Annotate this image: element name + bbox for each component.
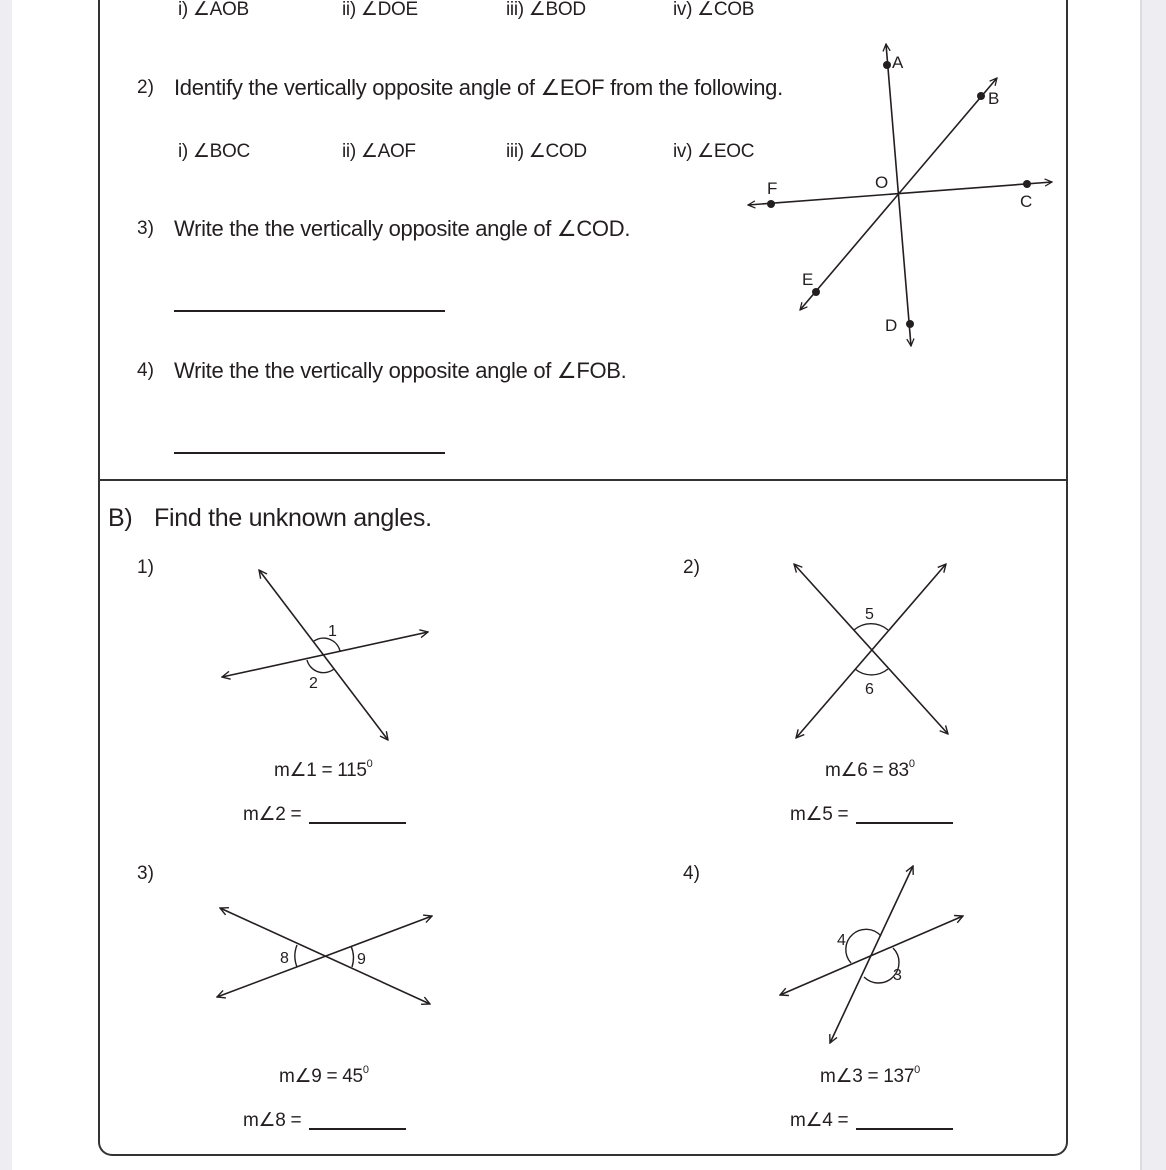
angle-label-8: 8 [280, 950, 289, 967]
point-label-a: A [892, 53, 904, 72]
q2-option-3[interactable]: iii) ∠COD [506, 141, 587, 162]
problem-4-given: m∠3 = $137^0$ [820, 1063, 920, 1087]
problem-3-diagram [217, 908, 432, 1004]
q4-text: Write the the vertically opposite angle of ∠FOB. [174, 358, 627, 383]
angle-label-9: 9 [357, 951, 366, 968]
q3-number: 3) [137, 218, 154, 239]
point-label-b: B [988, 89, 1000, 108]
problem-2-diagram [794, 564, 948, 738]
problem-4-diagram [780, 866, 963, 1043]
problem-3-given: m∠9 = $45^0$ [279, 1063, 369, 1087]
point-label-o: O [875, 173, 889, 192]
q3-text: Write the the vertically opposite angle of ∠COD. [174, 216, 631, 241]
problem-4-find-label: m∠4 = [790, 1110, 849, 1131]
problem-3-find-label: m∠8 = [243, 1110, 302, 1131]
q1-option-2: ii) ∠DOE [342, 0, 418, 20]
angle-label-6: 6 [865, 681, 874, 698]
angle-label-4: 4 [837, 932, 846, 949]
q2-text: Identify the vertically opposite angle of ∠EOF from the following. [174, 75, 783, 100]
problem-4-answer-blank[interactable] [856, 1128, 953, 1130]
q2-option-2[interactable]: ii) ∠AOF [342, 141, 416, 162]
problem-1-answer-blank[interactable] [309, 822, 406, 824]
problem-1-given: m∠1 = $115^0$ [274, 757, 373, 781]
q1-option-4: iv) ∠COB [673, 0, 755, 20]
q1-option-3: iii) ∠BOD [506, 0, 586, 20]
point-label-e: E [802, 270, 814, 289]
problem-4-number: 4) [683, 863, 700, 884]
section-b-title: Find the unknown angles. [154, 504, 432, 532]
q4-number: 4) [137, 360, 154, 381]
point-label-c: C [1020, 192, 1033, 211]
section-b-label: B) [108, 504, 133, 532]
point-label-d: D [885, 316, 898, 335]
problem-3-number: 3) [137, 863, 154, 884]
q2-number: 2) [137, 77, 154, 98]
problem-1-number: 1) [137, 557, 154, 578]
problem-1-diagram [222, 570, 428, 740]
problem-2-number: 2) [683, 557, 700, 578]
angle-label-1: 1 [328, 623, 337, 640]
problem-1-find-label: m∠2 = [243, 804, 302, 825]
problem-2-given: m∠6 = $83^0$ [825, 757, 915, 781]
problem-2-find-label: m∠5 = [790, 804, 849, 825]
q2-option-4[interactable]: iv) ∠EOC [673, 141, 755, 162]
problem-2-answer-blank[interactable] [856, 822, 953, 824]
angle-label-5: 5 [865, 606, 874, 623]
angle-label-3: 3 [893, 967, 902, 984]
q1-option-1: i) ∠AOB [178, 0, 249, 20]
problem-3-answer-blank[interactable] [309, 1128, 406, 1130]
angle-label-2: 2 [309, 675, 318, 692]
point-label-f: F [767, 179, 778, 198]
q2-option-1[interactable]: i) ∠BOC [178, 141, 250, 162]
